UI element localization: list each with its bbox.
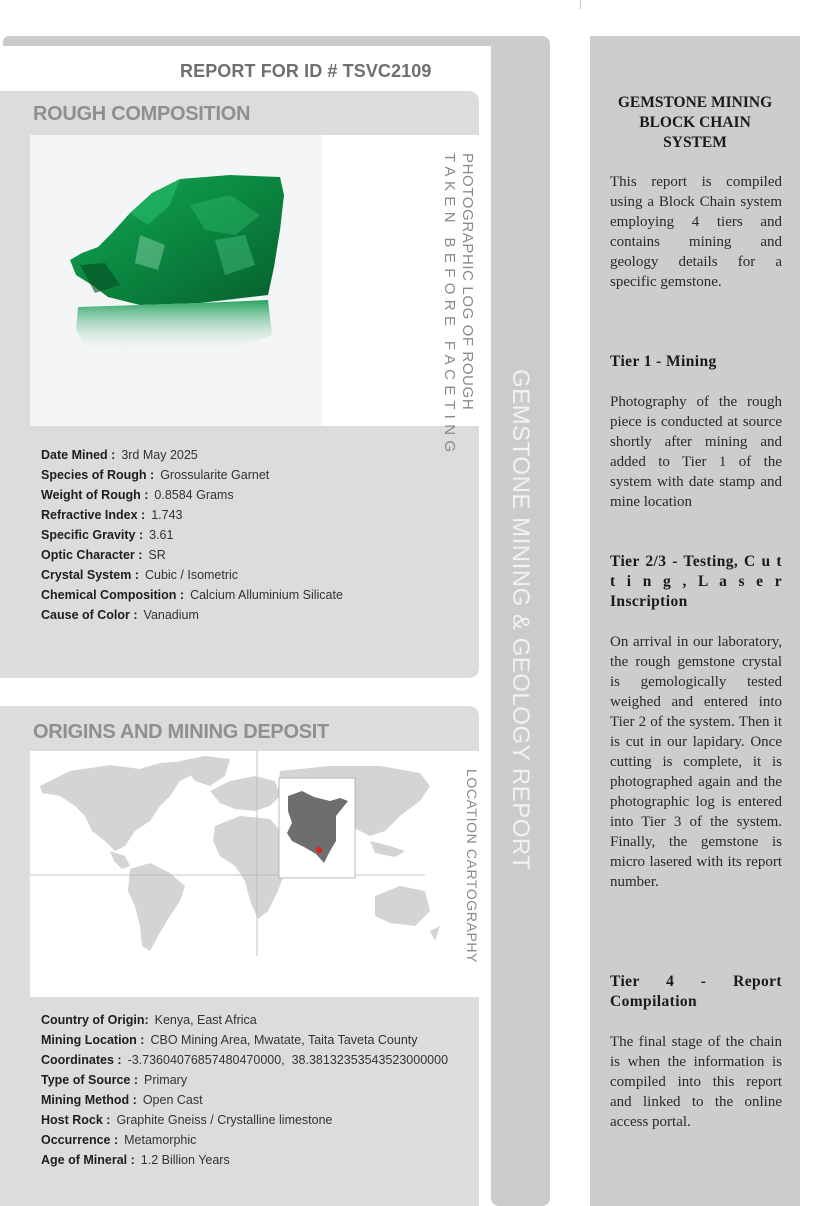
field-value: Grossularite Garnet	[160, 468, 270, 482]
field-value: 0.8584 Grams	[154, 488, 234, 502]
field-value: 1.2 Billion Years	[140, 1153, 230, 1167]
rough-fields	[41, 445, 343, 625]
rough-photo-area	[30, 135, 479, 453]
spine-gap	[479, 46, 491, 1206]
field-label: Mining Location :	[41, 1033, 145, 1047]
world-map-icon	[30, 751, 479, 997]
origins-heading: ORIGINS AND MINING DEPOSIT	[33, 721, 329, 743]
field-label: Date Mined :	[41, 448, 116, 462]
field-label: Host Rock :	[41, 1113, 111, 1127]
field-weight	[41, 485, 343, 505]
report-id-title: REPORT FOR ID # TSVC2109	[180, 61, 432, 81]
spine-title: GEMSTONE MINING & GEOLOGY REPORT	[507, 369, 534, 871]
tier-1-body: Photography of the rough piece is conducted at source shortly after mining and added to Tier 1 of the system with date stamp and mine location	[610, 394, 782, 510]
kenya-inset	[279, 778, 355, 878]
field-species	[41, 465, 343, 485]
field-refractive-index	[41, 505, 343, 525]
field-value: 3rd May 2025	[121, 448, 198, 462]
field-value: 3.61	[149, 528, 174, 542]
field-label: Country of Origin:	[41, 1013, 149, 1027]
tier-4-heading: Tier 4 - Report Compilation	[610, 973, 782, 1010]
field-occurrence	[41, 1130, 448, 1150]
map-caption: LOCATION CARTOGRAPHY	[464, 769, 480, 964]
rough-gem-photo	[30, 135, 322, 426]
field-label: Occurrence :	[41, 1133, 119, 1147]
field-value: Cubic / Isometric	[144, 568, 239, 582]
blockchain-info-column	[590, 36, 800, 1206]
field-chemical-composition	[41, 585, 343, 605]
field-specific-gravity	[41, 525, 343, 545]
field-label: Age of Mineral :	[41, 1153, 135, 1167]
field-label: Species of Rough :	[41, 468, 155, 482]
field-coordinates	[41, 1050, 448, 1070]
info-intro: This report is compiled using a Block Chain system employing 4 tiers and contains mining and geology details for a specific gemstone.	[610, 174, 782, 290]
field-label: Crystal System :	[41, 568, 139, 582]
photo-caption: PHOTOGRAPHIC LOG OF ROUGH T A K E N B E F O R E F A C E T I N G	[441, 153, 476, 453]
field-label: Type of Source :	[41, 1073, 139, 1087]
field-value: Open Cast	[142, 1093, 203, 1107]
origin-fields	[41, 1010, 448, 1170]
field-label: Specific Gravity :	[41, 528, 144, 542]
field-value: 1.743	[151, 508, 183, 522]
gem-rough-image-icon	[30, 135, 322, 426]
tier-2-3-heading: Tier 2/3 - Testing, C u t t i n g , L a s e r Inscription	[610, 553, 782, 610]
field-host-rock	[41, 1110, 448, 1130]
field-type-of-source	[41, 1070, 448, 1090]
info-title: GEMSTONE MINING BLOCK CHAIN SYSTEM	[617, 94, 773, 151]
field-value: CBO Mining Area, Mwatate, Taita Taveta County	[150, 1033, 418, 1047]
location-map	[30, 751, 479, 997]
field-value: Primary	[144, 1073, 188, 1087]
field-optic-character	[41, 545, 343, 565]
field-label: Weight of Rough :	[41, 488, 149, 502]
field-mining-location	[41, 1030, 448, 1050]
origins-panel	[0, 706, 479, 1206]
tier-1-heading: Tier 1 - Mining	[610, 353, 717, 370]
frame-top-bar	[3, 36, 549, 46]
location-marker-icon	[316, 847, 322, 853]
field-label: Refractive Index :	[41, 508, 146, 522]
field-value: Calcium Alluminium Silicate	[190, 588, 343, 602]
field-age-of-mineral	[41, 1150, 448, 1170]
rough-composition-panel	[0, 91, 479, 678]
field-value: SR	[148, 548, 166, 562]
field-mining-method	[41, 1090, 448, 1110]
field-date-mined	[41, 445, 343, 465]
field-cause-of-color	[41, 605, 343, 625]
field-value: -3.73604076857480470000, 38.38132353543523000000	[127, 1053, 449, 1067]
field-country-of-origin	[41, 1010, 448, 1030]
field-label: Optic Character :	[41, 548, 143, 562]
tier-4-body: The final stage of the chain is when the information is compiled into this report and linked to the online access portal.	[610, 1034, 782, 1130]
tier-2-3-body: On arrival in our laboratory, the rough gemstone crystal is gemologically tested weighed and entered into Tier 2 of the system. Then it is cut in our lapidary. Once cutting is complete, it is photographed again and the photographic log is entered into Tier 3 of the system. Finally, the gemstone is micro lasered with its report number.	[610, 634, 782, 890]
field-value: Metamorphic	[124, 1133, 197, 1147]
field-label: Mining Method :	[41, 1093, 137, 1107]
field-value: Graphite Gneiss / Crystalline limestone	[116, 1113, 333, 1127]
field-value: Kenya, East Africa	[154, 1013, 257, 1027]
field-label: Coordinates :	[41, 1053, 122, 1067]
field-label: Cause of Color :	[41, 608, 138, 622]
field-crystal-system	[41, 565, 343, 585]
field-value: Vanadium	[143, 608, 199, 622]
rough-composition-heading: ROUGH COMPOSITION	[33, 103, 251, 125]
field-label: Chemical Composition :	[41, 588, 185, 602]
page-tick-mark	[580, 0, 581, 9]
